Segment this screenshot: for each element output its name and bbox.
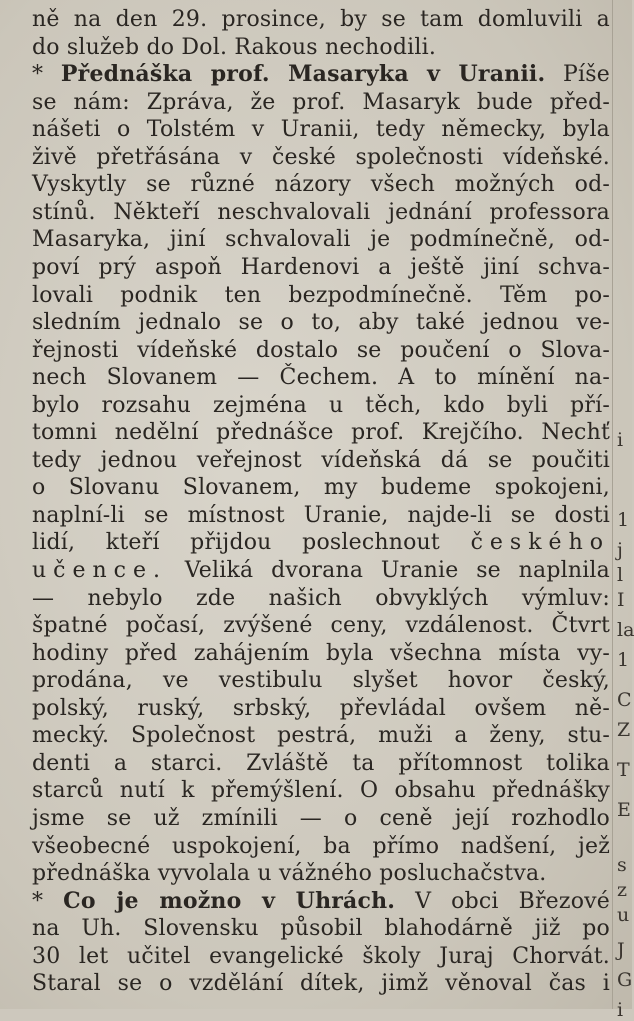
line-text: stínů. Někteří neschvalovali jednání professora	[32, 200, 610, 225]
margin-fragment: J	[617, 939, 625, 961]
margin-fragment: G	[617, 969, 633, 991]
text-line	[32, 116, 610, 143]
line-text: bylo rozsahu zejména u těch, kdo byli pří-	[32, 393, 610, 418]
line-text: řejnosti vídeňské dostalo se poučení o Slova-	[32, 338, 610, 363]
text-line	[32, 309, 610, 336]
line-text: špatné počasí, zvýšené ceny, vzdálenost. Čtvrt	[32, 613, 610, 638]
text-line	[32, 254, 610, 281]
margin-fragment: 1	[617, 509, 630, 531]
margin-fragment: 1	[617, 649, 630, 671]
line-text: tedy jednou veřejnost vídeňská dá se poučiti	[32, 448, 610, 473]
text-line	[32, 915, 610, 942]
margin-fragment: E	[617, 799, 631, 821]
line-text: starců nutí k přemýšlení. O obsahu přednášky	[32, 778, 610, 803]
margin-fragment: j	[617, 539, 623, 561]
line-text: ně na den 29. prosince, by se tam domluvili a	[32, 7, 610, 32]
text-line	[32, 447, 610, 474]
text-line	[32, 805, 610, 832]
line-text: denti a starci. Zvláště ta přítomnost tolika	[32, 751, 610, 776]
line-text: polský, ruský, srbský, převládal ovšem ně-	[32, 696, 610, 721]
line-text: — nebylo zde našich obvyklých výmluv:	[32, 586, 610, 611]
text-line	[32, 640, 610, 667]
line-text: nech Slovanem — Čechem. A to mínění na-	[32, 365, 610, 390]
text-line	[32, 34, 610, 61]
line-text: mecký. Společnost pestrá, muži a ženy, stu-	[32, 723, 610, 748]
text-line	[32, 474, 610, 501]
line-text: prodána, ve vestibulu slyšet hovor český,	[32, 668, 610, 693]
text-line	[32, 695, 610, 722]
text-line	[32, 337, 610, 364]
line-text: Staral se o vzdělání dítek, jimž věnoval čas i	[32, 971, 610, 996]
margin-fragment: u	[617, 904, 630, 926]
margin-fragment: i	[617, 999, 624, 1021]
margin-fragment: s	[617, 854, 627, 876]
text-line	[32, 860, 610, 887]
line-text: přednáška vyvolala u vážného posluchačstva.	[32, 861, 547, 886]
line-text: jsme se už zmínili — o ceně její rozhodlo	[32, 806, 610, 831]
column-rule	[612, 0, 613, 1009]
text-line	[32, 667, 610, 694]
text-line	[32, 364, 610, 391]
text-line	[32, 171, 610, 198]
line-text: Píše	[545, 62, 610, 87]
text-line	[32, 226, 610, 253]
margin-fragment: i	[617, 429, 624, 451]
line-text: 30 let učitel evangelické školy Juraj Chorvát.	[32, 944, 610, 969]
section-heading: Přednáška prof. Masaryka v Uranii.	[60, 61, 546, 87]
margin-fragment: Z	[617, 719, 631, 741]
text-line	[32, 199, 610, 226]
line-text: živě přetřásána v české společnosti vídeňské.	[32, 145, 610, 170]
text-line	[32, 970, 610, 997]
spaced-emphasis: českého	[470, 530, 610, 555]
text-line	[32, 282, 610, 309]
line-text: Vyskytly se různé názory všech možných od-	[32, 172, 610, 197]
text-line	[32, 419, 610, 446]
margin-fragment: T	[617, 759, 630, 781]
section-marker: *	[32, 62, 61, 87]
text-line	[32, 502, 610, 529]
text-line	[32, 777, 610, 804]
section-heading: Co je možno v Uhrách.	[63, 888, 396, 914]
text-line	[32, 144, 610, 171]
text-line	[32, 888, 610, 915]
text-line	[32, 6, 610, 33]
line-text: hodiny před zahájením byla všechna místa vy-	[32, 641, 610, 666]
text-line	[32, 61, 610, 88]
section-marker: *	[32, 889, 64, 914]
line-text: sledním jednalo se o to, aby také jednou ve-	[32, 310, 610, 335]
adjacent-column-fragments	[615, 0, 634, 1021]
text-line	[32, 392, 610, 419]
line-text: všeobecné uspokojení, ba přímo nadšení, jež	[32, 834, 610, 859]
text-line	[32, 585, 610, 612]
line-text: naplní-li se místnost Uranie, najde-li se dosti	[32, 503, 610, 528]
text-line	[32, 557, 610, 584]
line-text: se nám: Zpráva, že prof. Masaryk bude před-	[32, 90, 610, 115]
margin-fragment: I	[617, 589, 625, 611]
line-text: V obci Březové	[395, 889, 610, 914]
spaced-emphasis: učence.	[32, 558, 168, 583]
text-line	[32, 612, 610, 639]
text-line	[32, 89, 610, 116]
line-text: tomni nedělní přednášce prof. Krejčího. Nechť	[32, 420, 610, 445]
margin-fragment: la	[617, 619, 634, 641]
text-line	[32, 722, 610, 749]
line-text: lovali podnik ten bezpodmínečně. Těm po-	[32, 283, 610, 308]
line-text: Masaryka, jiní schvalovali je podmínečně, od-	[32, 227, 610, 252]
line-text: na Uh. Slovensku působil blahodárně již po	[32, 916, 610, 941]
margin-fragment: l	[617, 564, 624, 586]
text-line	[32, 833, 610, 860]
text-line	[32, 529, 610, 556]
line-text: poví prý aspoň Hardenovi a ještě jiní schva-	[32, 255, 610, 280]
line-text: o Slovanu Slovanem, my budeme spokojeni,	[32, 475, 610, 500]
margin-fragment: C	[617, 689, 632, 711]
line-text-continued: Veliká dvorana Uranie se naplnila	[167, 558, 610, 583]
line-text: lidí, kteří přijdou poslechnout	[32, 530, 440, 555]
line-text: nášeti o Tolstém v Uranii, tedy německy, byla	[32, 117, 610, 142]
text-line	[32, 750, 610, 777]
margin-fragment: z	[617, 879, 628, 901]
line-text: do služeb do Dol. Rakous nechodili.	[32, 35, 437, 60]
text-line	[32, 943, 610, 970]
